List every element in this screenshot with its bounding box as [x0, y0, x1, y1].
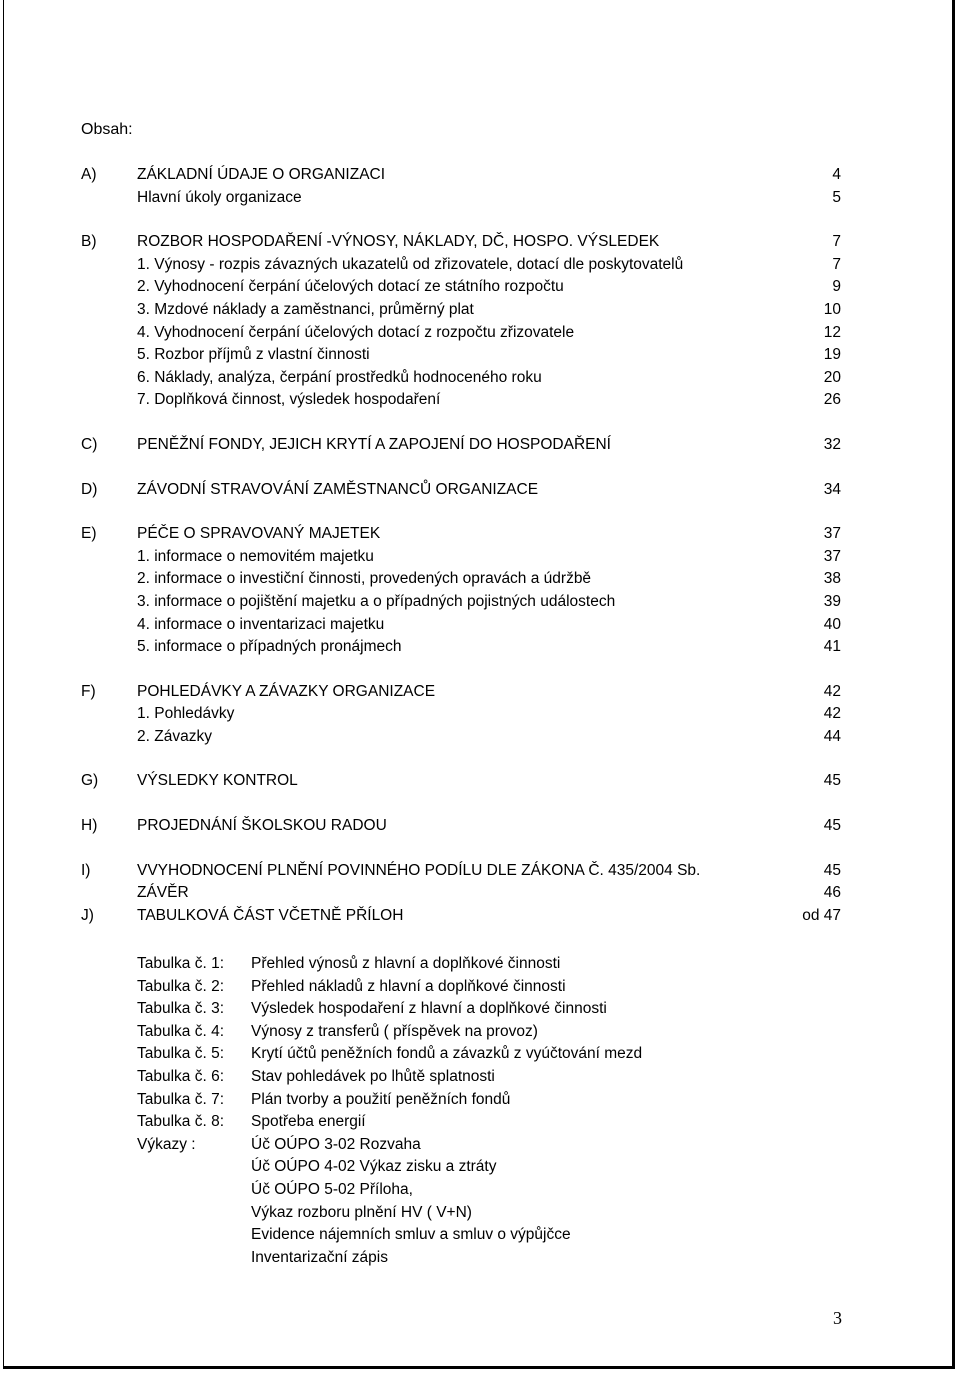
table-of-contents [81, 164, 841, 927]
table-list-item [137, 1247, 737, 1270]
table-list-item [137, 1089, 737, 1112]
toc-entry [81, 882, 841, 905]
table-list-item [137, 976, 737, 999]
toc-entry-title: 7. Doplňková činnost, výsledek hospodaření [137, 391, 441, 409]
table-list-label: Tabulka č. 1: [137, 955, 225, 972]
toc-entry-page: 40 [823, 615, 841, 633]
toc-entry [81, 726, 841, 749]
toc-entry [81, 681, 841, 704]
toc-entry-title: 1. Pohledávky [137, 705, 235, 723]
toc-entry-page: 39 [823, 592, 841, 610]
table-list-description: Inventarizační zápis [251, 1248, 388, 1266]
tables-list [137, 953, 737, 1269]
table-list-item [137, 1111, 737, 1134]
toc-entry-title: 5. Rozbor příjmů z vlastní činnosti [137, 346, 370, 364]
toc-entry [81, 434, 841, 457]
toc-entry-page: 5 [832, 188, 841, 206]
toc-entry [81, 614, 841, 637]
toc-entry-title: 1. Výnosy - rozpis závazných ukazatelů od zřizovatele, dotací dle poskytovatelů [137, 255, 684, 273]
toc-entry [81, 389, 841, 412]
table-list-item [137, 1202, 737, 1225]
table-list-description: Úč OÚPO 3-02 Rozvaha [251, 1135, 421, 1153]
toc-section-letter: F) [81, 682, 96, 700]
toc-entry-page: 26 [823, 391, 841, 409]
toc-entry-page: 19 [823, 346, 841, 364]
toc-section-letter: B) [81, 233, 97, 251]
table-list-item [137, 1066, 737, 1089]
toc-entry-page: 42 [823, 682, 841, 700]
toc-spacer [81, 659, 841, 681]
table-list-description: Spotřeba energií [251, 1113, 366, 1131]
toc-entry-page: 46 [823, 884, 841, 902]
toc-entry-page: 42 [823, 705, 841, 723]
table-list-description: Přehled výnosů z hlavní a doplňkové činnosti [251, 955, 561, 972]
page-number: 3 [833, 1308, 842, 1328]
table-list-description: Výnosy z transferů ( příspěvek na provoz) [251, 1022, 538, 1040]
table-list-item [137, 1021, 737, 1044]
toc-spacer [81, 793, 841, 815]
toc-entry-page: 45 [823, 772, 841, 790]
table-list-description: Výkaz rozboru plnění HV ( V+N) [251, 1203, 472, 1221]
toc-section-letter: D) [81, 480, 98, 498]
toc-entry [81, 299, 841, 322]
toc-entry-page: 38 [823, 570, 841, 588]
toc-entry-page: 41 [823, 638, 841, 656]
table-list-label: Tabulka č. 3: [137, 1000, 225, 1018]
toc-entry-title: ZÁVODNÍ STRAVOVÁNÍ ZAMĚSTNANCŮ ORGANIZACE [137, 480, 539, 498]
toc-entry-title: 4. informace o inventarizaci majetku [137, 615, 385, 633]
toc-entry-title: POHLEDÁVKY A ZÁVAZKY ORGANIZACE [137, 682, 436, 700]
toc-entry-title: 5. informace o případných pronájmech [137, 638, 402, 656]
toc-section-letter: A) [81, 166, 97, 183]
toc-spacer [81, 748, 841, 770]
toc-entry [81, 703, 841, 726]
toc-entry-page: 32 [823, 435, 841, 453]
table-list-description: Krytí účtů peněžních fondů a závazků z vyúčtování mezd [251, 1045, 643, 1063]
toc-entry-title: ZÁKLADNÍ ÚDAJE O ORGANIZACI [137, 166, 386, 183]
toc-entry-title: 3. Mzdové náklady a zaměstnanci, průměrný plat [137, 300, 474, 318]
table-list-label: Tabulka č. 4: [137, 1022, 225, 1040]
toc-entry-page: 7 [832, 233, 841, 251]
toc-entry [81, 860, 841, 883]
toc-entry-page: 45 [823, 817, 841, 835]
toc-entry [81, 367, 841, 390]
toc-entry-page: 20 [823, 368, 841, 386]
table-list-label: Tabulka č. 2: [137, 977, 225, 995]
toc-section-letter: J) [81, 906, 94, 924]
toc-spacer [81, 501, 841, 523]
table-list-label: Tabulka č. 6: [137, 1067, 225, 1085]
toc-entry [81, 546, 841, 569]
toc-entry [81, 636, 841, 659]
toc-section-letter: C) [81, 435, 98, 453]
toc-entry-title: Hlavní úkoly organizace [137, 188, 302, 206]
toc-entry-title: ZÁVĚR [137, 884, 189, 902]
toc-entry-page: 34 [823, 480, 841, 498]
toc-entry-title: TABULKOVÁ ČÁST VČETNĚ PŘÍLOH [137, 906, 404, 924]
toc-spacer [81, 838, 841, 860]
toc-entry [81, 905, 841, 928]
table-list-description: Evidence nájemních smluv a smluv o výpůjčce [251, 1226, 571, 1244]
toc-spacer [81, 412, 841, 434]
toc-entry-title: ROZBOR HOSPODAŘENÍ -VÝNOSY, NÁKLADY, DČ, HOSPO. VÝSLEDEK [137, 233, 660, 251]
toc-entry [81, 479, 841, 502]
table-list-item [137, 998, 737, 1021]
toc-section-letter: E) [81, 525, 97, 543]
table-list-description: Plán tvorby a použití peněžních fondů [251, 1090, 511, 1108]
table-list-item [137, 1179, 737, 1202]
toc-entry-title: 4. Vyhodnocení čerpání účelových dotací z rozpočtu zřizovatele [137, 323, 575, 341]
toc-entry [81, 568, 841, 591]
toc-entry [81, 254, 841, 277]
table-list-label: Výkazy : [137, 1135, 196, 1153]
table-list-item [137, 953, 737, 976]
toc-entry-page: 44 [823, 727, 841, 745]
toc-entry-page: od 47 [802, 906, 841, 924]
table-list-description: Výsledek hospodaření z hlavní a doplňkové činnosti [251, 1000, 607, 1018]
toc-entry-page: 9 [832, 278, 841, 296]
toc-spacer [81, 457, 841, 479]
toc-entry-page: 12 [823, 323, 841, 341]
table-list-description: Přehled nákladů z hlavní a doplňkové činnosti [251, 977, 566, 995]
toc-entry-page: 4 [832, 166, 841, 183]
toc-entry [81, 591, 841, 614]
table-list-item [137, 1134, 737, 1157]
toc-entry-title: VÝSLEDKY KONTROL [137, 772, 298, 790]
toc-entry-title: 3. informace o pojištění majetku a o případných pojistných událostech [137, 592, 616, 610]
toc-entry-page: 7 [832, 255, 841, 273]
table-list-description: Stav pohledávek po lhůtě splatnosti [251, 1067, 495, 1085]
toc-entry [81, 231, 841, 254]
table-list-item [137, 1043, 737, 1066]
toc-entry [81, 523, 841, 546]
toc-spacer [81, 209, 841, 231]
toc-entry-title: PÉČE O SPRAVOVANÝ MAJETEK [137, 525, 381, 543]
toc-entry-page: 45 [823, 861, 841, 879]
toc-entry [81, 770, 841, 793]
table-list-label: Tabulka č. 5: [137, 1045, 225, 1063]
toc-section-letter: I) [81, 861, 91, 879]
table-list-description: Úč OÚPO 5-02 Příloha, [251, 1180, 413, 1198]
toc-entry [81, 322, 841, 345]
toc-entry [81, 815, 841, 838]
table-list-item [137, 1224, 737, 1247]
toc-entry [81, 164, 841, 187]
page-heading: Obsah: [81, 121, 133, 138]
toc-entry-title: 2. Závazky [137, 727, 212, 745]
toc-entry [81, 276, 841, 299]
toc-entry-title: 2. informace o investiční činnosti, provedených opravách a údržbě [137, 570, 592, 588]
toc-entry-title: 2. Vyhodnocení čerpání účelových dotací ze státního rozpočtu [137, 278, 564, 296]
toc-entry [81, 344, 841, 367]
toc-section-letter: G) [81, 772, 99, 790]
toc-entry-page: 10 [823, 300, 841, 318]
table-list-label: Tabulka č. 7: [137, 1090, 225, 1108]
toc-entry-title: 6. Náklady, analýza, čerpání prostředků hodnoceného roku [137, 368, 542, 386]
toc-entry [81, 187, 841, 210]
table-list-description: Úč OÚPO 4-02 Výkaz zisku a ztráty [251, 1158, 497, 1176]
toc-entry-title: PENĚŽNÍ FONDY, JEJICH KRYTÍ A ZAPOJENÍ DO HOSPODAŘENÍ [137, 435, 611, 453]
toc-entry-page: 37 [823, 547, 841, 565]
toc-entry-page: 37 [823, 525, 841, 543]
table-list-item [137, 1156, 737, 1179]
toc-entry-title: PROJEDNÁNÍ ŠKOLSKOU RADOU [137, 817, 387, 835]
toc-section-letter: H) [81, 817, 98, 835]
table-list-label: Tabulka č. 8: [137, 1113, 225, 1131]
toc-entry-title: 1. informace o nemovitém majetku [137, 547, 374, 565]
toc-entry-title: VVYHODNOCENÍ PLNĚNÍ POVINNÉHO PODÍLU DLE ZÁKONA Č. 435/2004 Sb. [137, 861, 701, 879]
